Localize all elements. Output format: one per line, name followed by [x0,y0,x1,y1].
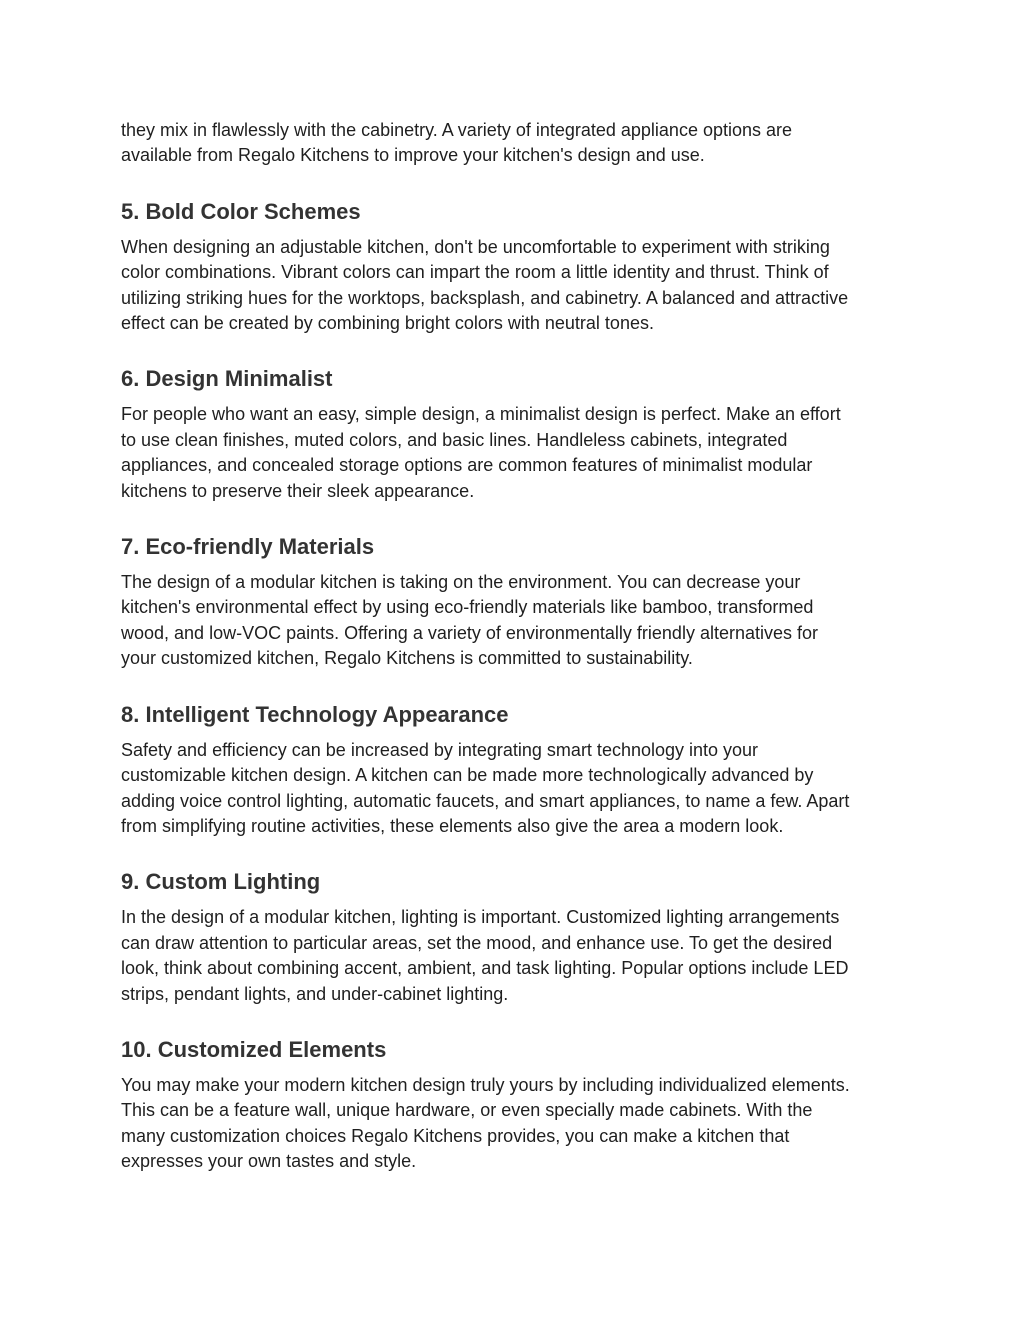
section-paragraph: You may make your modern kitchen design truly yours by including individualized elements. This can be a feature wall, unique hardware, or even specially made cabinets. With the many customization choices Regalo Kitchens provides, you can make a kitchen that expresses your own tastes and style. [121,1074,850,1172]
section-paragraph: When designing an adjustable kitchen, don't be uncomfortable to experiment with striking color combinations. Vibrant colors can impart the room a little identity and thrust. Think of utilizing striking hues for the worktops, backsplash, and cabinetry. A balanced and attractive effect can be created by combining bright colors with neutral tones. [121,236,849,334]
section-heading: 10. Customized Elements [121,1036,387,1062]
section-customized-elements [121,1036,911,1175]
section-heading: 5. Bold Color Schemes [121,198,361,224]
intro-paragraph: they mix in flawlessly with the cabinetry. A variety of integrated appliance options are available from Regalo Kitchens to improve your kitchen's design and use. [121,120,793,166]
section-paragraph: Safety and efficiency can be increased by integrating smart technology into your customizable kitchen design. A kitchen can be made more technologically advanced by adding voice control lighting, automatic faucets, and smart appliances, to name a few. Apart from simplifying routine activities, these elements also give the area a modern look. [121,739,850,836]
section-intelligent-technology [121,701,911,840]
section-heading: 9. Custom Lighting [121,869,321,895]
section-paragraph: The design of a modular kitchen is taking on the environment. You can decrease your kitchen's environmental effect by using eco-friendly materials like bamboo, transformed wood, and low-VOC paints. Offering a variety of environmentally friendly alternatives for your customized kitchen, Regalo Kitchens is committed to sustainability. [121,572,818,669]
section-eco-friendly-materials [121,533,911,672]
section-bold-color-schemes [121,198,911,337]
section-heading: 7. Eco-friendly Materials [121,534,375,560]
section-paragraph: In the design of a modular kitchen, lighting is important. Customized lighting arrangements can draw attention to particular areas, set the mood, and enhance use. To get the desired look, think about combining accent, ambient, and task lighting. Popular options include LED strips, pendant lights, and under-cabinet lighting. [121,907,849,1004]
document-page [121,118,911,1175]
section-heading: 6. Design Minimalist [121,366,333,392]
section-heading: 8. Intelligent Technology Appearance [121,701,509,727]
section-paragraph: For people who want an easy, simple design, a minimalist design is perfect. Make an effort to use clean finishes, muted colors, and basic lines. Handleless cabinets, integrated appliances, and concealed storage options are common features of minimalist modular kitchens to preserve their sleek appearance. [121,404,841,501]
section-custom-lighting [121,868,911,1007]
section-design-minimalist [121,365,911,504]
